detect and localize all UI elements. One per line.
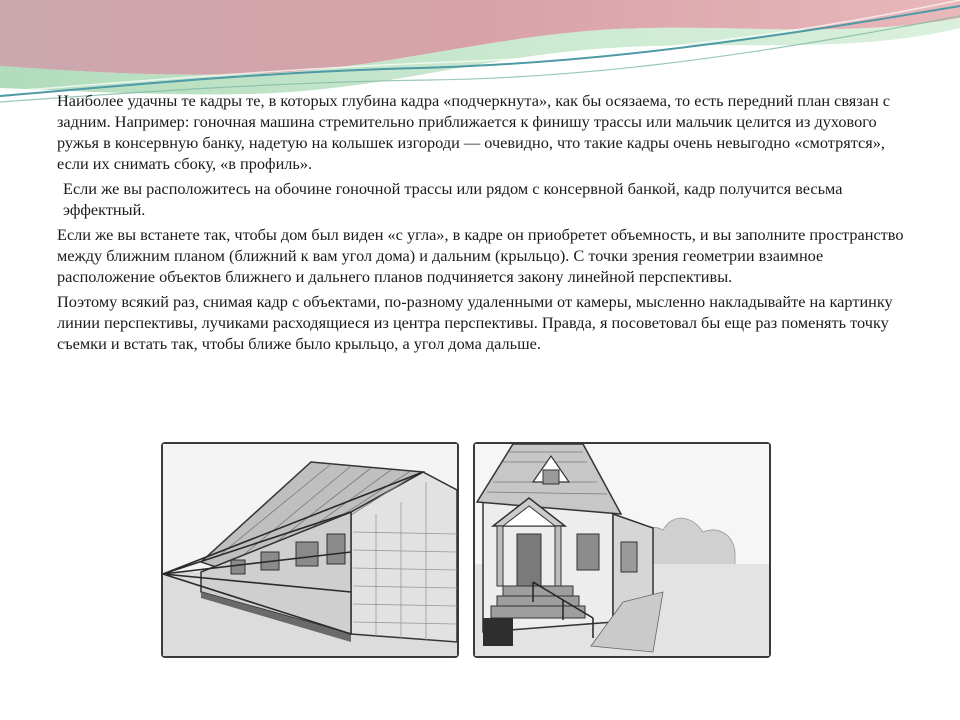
house-porch-corner-view-illustration [473, 442, 771, 658]
paragraph-1: Наиболее удачны те кадры те, в которых глубина кадра «подчеркнута», как бы осязаема, то есть передний план связан с задним. Например: гоночная машина стремительно приближается к финишу трассы или мальчик целится из духового ружья в консервную банку, надетую на колышек изгороди — очевидно, что такие кадры очень невыгодно «смотрятся», если их снимать сбоку, «в профиль». [57, 91, 890, 173]
illustrations-area [149, 428, 775, 684]
slide-body-text [57, 90, 917, 358]
paragraph-2: Если же вы расположитесь на обочине гоночной трассы или рядом с консервной банкой, кадр получится весьма эффектный. [63, 179, 843, 219]
house-corner-perspective-lines-illustration [161, 442, 459, 658]
paragraph-3: Если же вы встанете так, чтобы дом был виден «с угла», в кадре он приобретет объемность, и вы заполните пространство между ближним планом (ближний к вам угол дома) и дальним (крыльцо). С точки зрения геометрии взаимное расположение объектов ближнего и дальнего планов подчиняется закону линейной перспективы. [57, 225, 904, 286]
paragraph-4: Поэтому всякий раз, снимая кадр с объектами, по-разному удаленными от камеры, мысленно накладывайте на картинку линии перспективы, лучиками расходящиеся из центра перспективы. Правда, я посоветовал бы еще раз поменять точку съемки и встать так, чтобы ближе было крыльцо, а угол дома дальше. [57, 292, 893, 353]
